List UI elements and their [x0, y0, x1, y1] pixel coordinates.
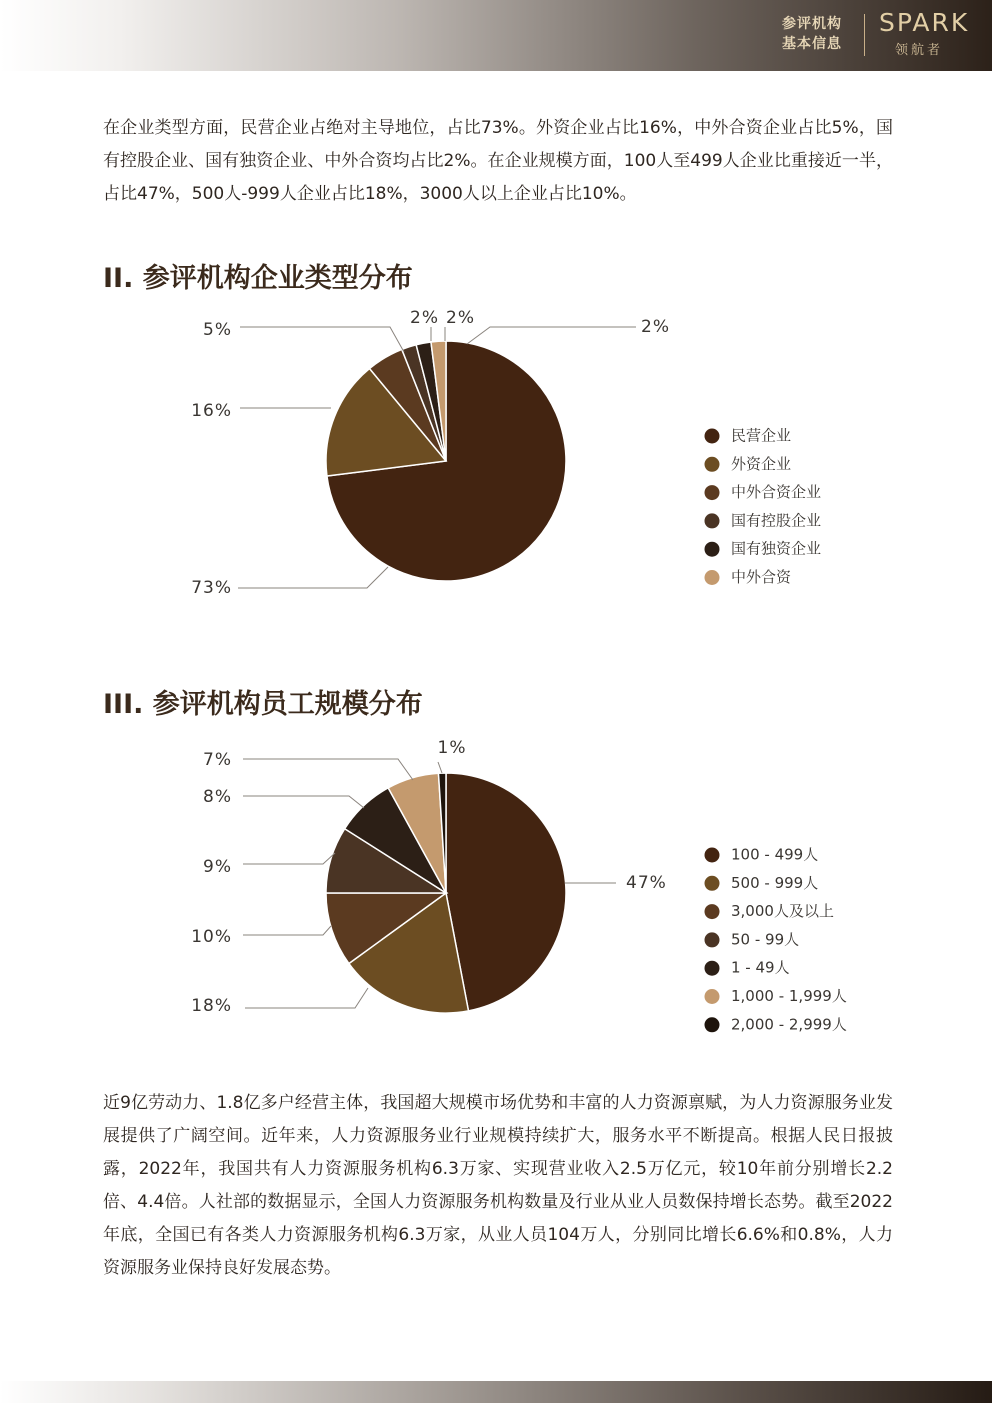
legend-swatch	[705, 485, 720, 500]
leader-line	[240, 327, 404, 352]
legend-label: 外资企业	[731, 454, 792, 473]
slice-percent-label: 16%	[191, 401, 232, 421]
leader-line	[243, 759, 413, 780]
closing-paragraph: 近9亿劳动力、1.8亿多户经营主体，我国超大规模市场优势和丰富的人力资源禀赋，为人力资源服务业发展提供了广阔空间。近年来，人力资源服务业行业规模持续扩大，服务水平不断提高。根据人民日报披露，2022年，我国共有人力资源服务机构6.3万家、实现营业收入2.5万亿元，较10年前分别增长2.2倍、4.4倍。人社部的数据显示，全国人力资源服务机构数量及行业从业人员数保持增长态势。截至2022年底，全国已有各类人力资源服务机构6.3万家，从业人员104万人，分别同比增长6.6%和0.8%，人力资源服务业保持良好发展态势。	[103, 1093, 893, 1278]
legend-label: 民营企业	[731, 426, 792, 445]
legend-label: 2,000 - 2,999人	[731, 1015, 847, 1034]
header-divider	[864, 14, 865, 56]
slice-percent-label: 18%	[191, 996, 232, 1016]
intro-paragraph: 在企业类型方面，民营企业占绝对主导地位，占比73%。外资企业占比16%，中外合资企业占比5%，国有控股企业、国有独资企业、中外合资均占比2%。在企业规模方面，100人至499人企业比重接近一半，占比47%，500人-999人企业占比18%，3000人以上企业占比10%。	[103, 118, 893, 204]
pie-slice	[446, 773, 566, 1011]
header-section-line2: 基本信息	[782, 36, 842, 52]
legend-label: 100 - 499人	[731, 845, 819, 864]
legend-swatch	[705, 1017, 720, 1032]
slice-percent-label: 47%	[626, 873, 667, 893]
slice-percent-label: 2%	[410, 308, 439, 328]
slice-percent-label: 2%	[446, 308, 475, 328]
legend-swatch	[705, 542, 720, 557]
slice-percent-label: 9%	[203, 857, 232, 877]
legend-swatch	[705, 932, 720, 947]
legend-swatch	[705, 848, 720, 863]
legend-swatch	[705, 989, 720, 1004]
slice-percent-label: 73%	[191, 578, 232, 598]
legend-swatch	[705, 429, 720, 444]
legend-label: 中外合资企业	[731, 483, 822, 502]
slice-percent-label: 5%	[203, 320, 232, 340]
section-title-enterprise-type: II. 参评机构企业类型分布	[103, 263, 413, 294]
header-section-line1: 参评机构	[782, 16, 842, 32]
leader-line	[238, 567, 388, 588]
section-title-staff-size: III. 参评机构员工规模分布	[103, 689, 423, 720]
slice-percent-label: 10%	[191, 927, 232, 947]
leader-line	[438, 762, 442, 773]
legend-label: 50 - 99人	[731, 930, 800, 949]
legend-swatch	[705, 904, 720, 919]
leader-line	[243, 926, 331, 935]
legend-label: 1 - 49人	[731, 958, 790, 977]
legend-label: 中外合资	[731, 568, 792, 586]
slice-percent-label: 1%	[437, 738, 467, 758]
staff-size-pie-chart	[0, 730, 992, 1050]
leader-line	[467, 327, 636, 344]
brand-logo-text: SPARK	[879, 8, 970, 37]
legend-label: 1,000 - 1,999人	[731, 987, 847, 1005]
legend-label: 3,000人及以上	[731, 902, 834, 921]
legend-swatch	[705, 513, 720, 528]
leader-line	[245, 988, 368, 1008]
legend-label: 国有控股企业	[731, 511, 822, 530]
legend-swatch	[705, 570, 720, 585]
legend-label: 500 - 999人	[731, 873, 819, 892]
slice-percent-label: 2%	[641, 317, 670, 337]
legend-swatch	[705, 961, 720, 976]
legend-label: 国有独资企业	[731, 539, 822, 558]
leader-line	[243, 853, 335, 864]
footer-bar	[0, 1381, 992, 1403]
legend-swatch	[705, 876, 720, 891]
enterprise-type-pie-chart	[0, 300, 992, 620]
legend-swatch	[705, 457, 720, 472]
leader-line	[243, 796, 364, 808]
slice-percent-label: 7%	[203, 750, 232, 770]
slice-percent-label: 8%	[203, 787, 232, 807]
brand-subtitle: 领航者	[895, 43, 944, 58]
header-section-label	[782, 14, 852, 54]
